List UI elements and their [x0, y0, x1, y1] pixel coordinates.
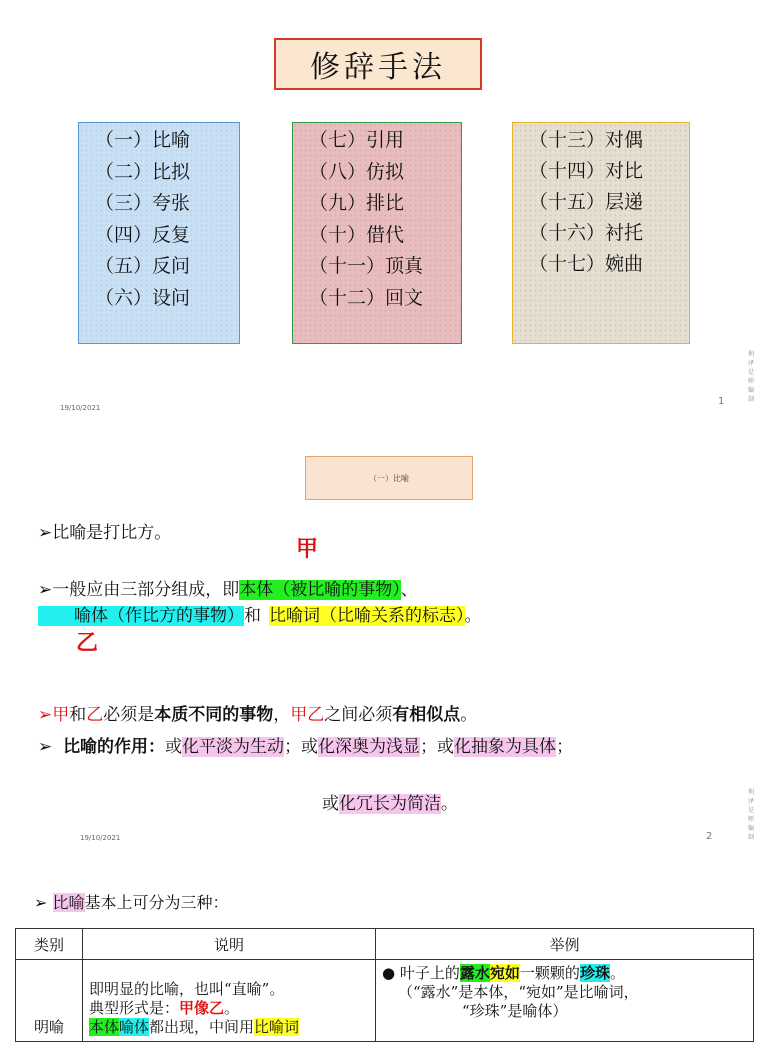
- slide-date: 19/10/2021: [80, 834, 121, 842]
- bold-text: 本质不同的事物: [154, 705, 274, 725]
- header-cell: 说明: [83, 929, 376, 960]
- bold-text: 比喻的作用：: [63, 737, 166, 757]
- list-item: （十七）婉曲: [529, 253, 644, 275]
- list-box-pink: [292, 122, 462, 344]
- table-header-row: [16, 929, 754, 960]
- punct: 。: [609, 964, 625, 982]
- list-item: （十一）顶真: [309, 255, 424, 277]
- list-item: （十二）回文: [309, 286, 424, 309]
- header-cell: 举例: [376, 929, 754, 960]
- pink-highlight: 化抽象为具体: [454, 737, 557, 757]
- yi-text: 乙: [86, 705, 104, 725]
- line-text: 一颗颗的: [519, 964, 580, 982]
- line-text: 典型形式是：: [89, 999, 180, 1017]
- page-number: 1: [718, 396, 725, 407]
- pink-highlight: 化平淡为生动: [182, 737, 285, 757]
- line-5: [322, 789, 458, 814]
- list-item: （十三）对偶: [529, 129, 644, 151]
- list-item: （二）比拟: [95, 160, 191, 183]
- example-note: “珍珠”是喻体）: [462, 1002, 568, 1020]
- line-text: 叶子上的: [399, 964, 460, 982]
- bullet-line-2: [38, 575, 418, 600]
- slide-date: 19/10/2021: [60, 404, 101, 412]
- line-2-cont: [38, 601, 482, 626]
- pink-highlight: 化冗长为简洁: [339, 794, 441, 814]
- list-item: （七）引用: [309, 129, 405, 151]
- bullet-line-3: [38, 700, 477, 725]
- line-text: 之间必须: [324, 705, 393, 725]
- desc-line: [89, 1018, 369, 1037]
- green-highlight: 本体: [89, 1018, 120, 1036]
- green-highlight: 露水: [459, 964, 490, 982]
- line-text: 必须是: [103, 705, 155, 725]
- list-item: （六）设问: [95, 286, 191, 309]
- line-text: ；或: [284, 737, 319, 757]
- list-item: （一）比喻: [95, 129, 191, 151]
- list-box-blue: [78, 122, 240, 344]
- description-cell: [83, 960, 376, 1042]
- list-item: （八）仿拟: [309, 160, 405, 183]
- jiayi-text: 甲乙: [290, 705, 325, 725]
- desc-line: 即明显的比喻，也叫“直喻”。: [89, 980, 285, 998]
- punct: 。: [224, 999, 240, 1017]
- punct: 。: [460, 705, 478, 725]
- header-cell: 类别: [16, 929, 83, 960]
- side-note: 利泽是师编制: [748, 351, 755, 403]
- arrow-bullet-icon: ➢: [38, 580, 53, 600]
- biyuci-highlight: 比喻词（比喻关系的标志）: [269, 606, 465, 626]
- arrow-bullet-icon: ➢: [38, 523, 53, 543]
- classification-table: [15, 928, 754, 1042]
- list-item: （五）反问: [95, 255, 191, 277]
- cyan-marker: [38, 606, 74, 626]
- side-note: 利泽是师编制: [748, 789, 755, 841]
- arrow-bullet-icon: ➢: [38, 705, 53, 725]
- yellow-highlight: 宛如: [489, 964, 520, 982]
- arrow-bullet-icon: ➢: [38, 737, 53, 757]
- label-yi: 乙: [76, 630, 99, 656]
- punct: 。: [441, 794, 458, 814]
- slide-title: 修辞手法: [274, 38, 482, 90]
- list-item: （三）夸张: [95, 192, 191, 214]
- cyan-highlight: 珍珠: [579, 964, 610, 982]
- list-item: （十）借代: [309, 223, 405, 246]
- jia-text: 甲: [52, 705, 70, 725]
- list-item: （四）反复: [95, 223, 191, 246]
- line-text: 和: [244, 606, 261, 626]
- yellow-highlight: 比喻词: [254, 1018, 300, 1036]
- example-line: [382, 964, 747, 983]
- line-text: 一般应由三部分组成，即: [52, 580, 240, 600]
- list-item: （九）排比: [309, 192, 405, 214]
- example-note: （“露水”是本体，“宛如”是比喻词，: [398, 983, 639, 1001]
- punct: 、: [400, 580, 418, 600]
- benti-highlight: 本体（被比喻的事物）: [239, 580, 401, 600]
- punct: ，: [273, 705, 291, 725]
- bullet-dot-icon: ●: [382, 964, 396, 982]
- arrow-bullet-icon: ➢: [34, 893, 48, 912]
- label-jia: 甲: [296, 536, 319, 562]
- line-text: 基本上可分为三种：: [84, 893, 229, 912]
- desc-line: [89, 999, 369, 1018]
- punct: ；: [556, 737, 574, 757]
- punct: 。: [464, 606, 482, 626]
- cyan-highlight: 喻体: [119, 1018, 150, 1036]
- list-item: （十六）衬托: [529, 222, 644, 244]
- bullet-line-1: [38, 518, 171, 543]
- row-label: 明喻: [16, 960, 83, 1042]
- table-row: [16, 960, 754, 1042]
- line-text: 都出现，中间用: [149, 1018, 255, 1036]
- line-text: 和: [69, 705, 87, 725]
- red-text: 甲像乙: [179, 999, 225, 1017]
- line-text: ；或: [420, 737, 455, 757]
- intro-line: [34, 890, 229, 913]
- list-item: （十五）层递: [529, 191, 644, 213]
- page-number: 2: [706, 831, 713, 842]
- list-box-sand: [512, 122, 690, 344]
- pink-highlight: 比喻: [52, 893, 85, 912]
- yuti-highlight: 喻体（作比方的事物）: [74, 606, 244, 626]
- bullet-line-4: [38, 732, 573, 757]
- section-title-box: （一）比喻: [305, 456, 473, 500]
- line-text: 或: [165, 737, 183, 757]
- line-text: 或: [322, 794, 339, 814]
- example-cell: [376, 960, 754, 1042]
- pink-highlight: 化深奥为浅显: [318, 737, 421, 757]
- list-item: （十四）对比: [529, 160, 644, 182]
- bold-text: 有相似点: [392, 705, 461, 725]
- line-text: 比喻是打比方。: [52, 523, 172, 543]
